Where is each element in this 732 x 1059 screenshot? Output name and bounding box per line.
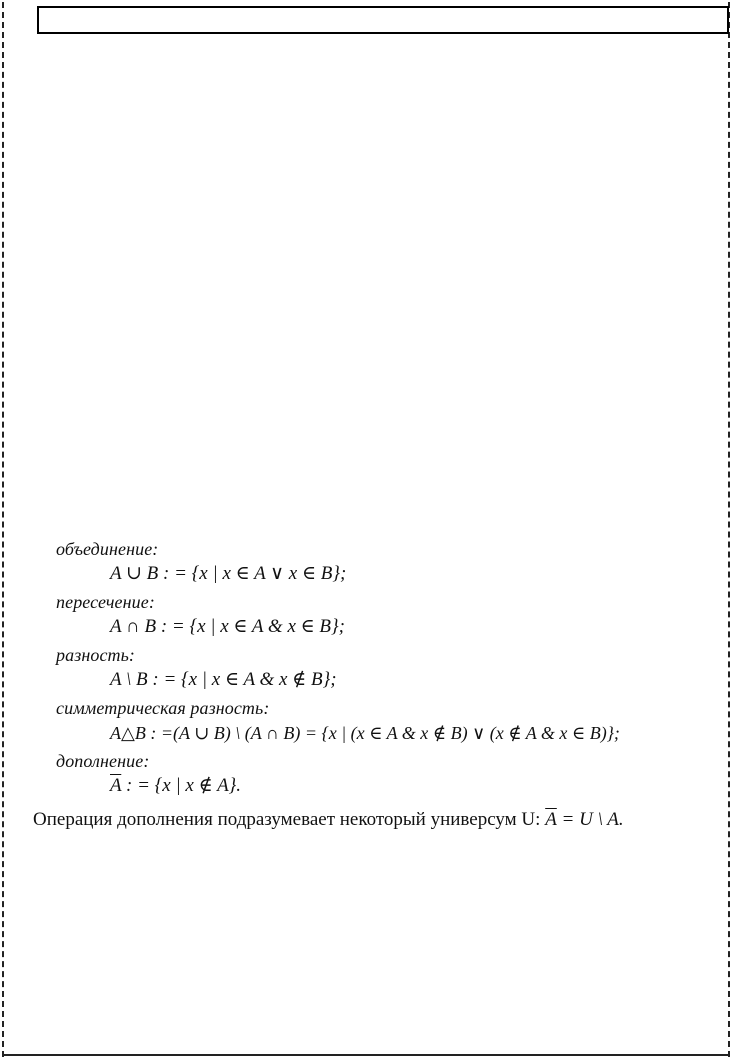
page-border-bottom [2,1054,730,1056]
definitions-list [56,538,716,803]
formula-complement [110,774,716,798]
term-union: объединение: [56,539,159,559]
note-formula: = U \ A. [561,809,624,830]
complement-symbol: $\overline{A}$ [110,775,122,796]
complement-formula: : = {x | x ∉ A}. [126,775,242,796]
formula-intersection: A ∩ B : = {x | x ∈ A & x ∈ B}; [110,616,345,637]
note-text: Операция дополнения подразумевает некоторый универсум U: [33,809,541,830]
term-complement: дополнение: [56,751,150,771]
page-border-right [728,2,730,1057]
formula-difference: A \ B : = {x | x ∈ A & x ∉ B}; [110,669,337,690]
header-bar [37,6,729,34]
page-border-left [2,2,4,1057]
formula-union: A ∪ B : = {x | x ∈ A ∨ x ∈ B}; [110,563,347,584]
term-symmetric-difference: симметрическая разность: [56,698,270,718]
term-intersection: пересечение: [56,592,155,612]
complement-note [33,807,723,833]
formula-symmetric-difference: A△B : =(A ∪ B) \ (A ∩ B) = {x | (x ∈ A & x ∉ B) ∨ (x ∉ A & x ∈ B)}; [110,723,620,743]
term-difference: разность: [56,645,136,665]
note-symbol: $\overline{A}$ [545,809,557,830]
